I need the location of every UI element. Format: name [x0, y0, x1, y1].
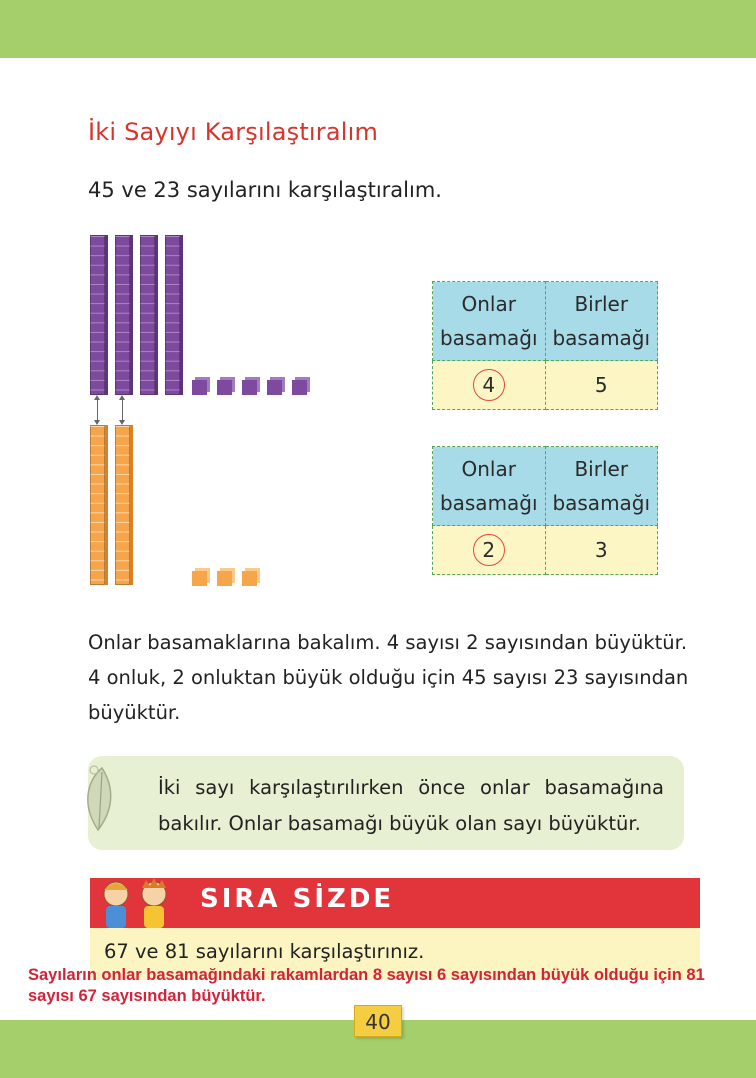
children-icon [92, 874, 184, 930]
value-ones: 5 [545, 361, 658, 410]
place-value-table-23 [432, 446, 658, 575]
value-tens [433, 361, 546, 410]
tens-rod [165, 235, 180, 395]
circled-digit: 4 [473, 369, 505, 401]
tens-rod [115, 235, 130, 395]
value-tens [433, 526, 546, 575]
explanation-paragraph: Onlar basamaklarına bakalım. 4 sayısı 2 sayısından büyüktür. 4 onluk, 2 onluktan büyük olduğu için 45 sayısı 23 sayısından büyüktür. [88, 631, 689, 724]
tens-rod [115, 425, 130, 585]
task-text: 67 ve 81 sayılarını karşılaştırınız. [104, 940, 425, 963]
info-text: İki sayı karşılaştırılırken önce onlar basamağına bakılır. Onlar basamağı büyük olan sayı büyüktür. [158, 776, 664, 835]
value-ones: 3 [545, 526, 658, 575]
answer-text: Sayıların onlar basamağındaki rakamlardan 8 sayısı 6 sayısından büyük olduğu için 81 sayısı 67 sayısından büyüktür. [28, 966, 705, 1005]
page-title: İki Sayıyı Karşılaştıralım [88, 118, 379, 146]
tens-rod [140, 235, 155, 395]
top-band [0, 0, 756, 58]
ones-cube [217, 571, 232, 586]
header-tens: Onlar basamağı [433, 282, 546, 361]
comparison-arrow-icon [122, 397, 123, 423]
header-ones: Birler basamağı [545, 282, 658, 361]
ones-cube [192, 571, 207, 586]
page-number: 40 [354, 1005, 402, 1037]
ones-cube [267, 380, 282, 395]
tens-rod [90, 425, 105, 585]
intro-text: 45 ve 23 sayılarını karşılaştıralım. [88, 178, 442, 202]
comparison-arrow-icon [97, 397, 98, 423]
tens-rod [90, 235, 105, 395]
circled-digit: 2 [473, 534, 505, 566]
ones-cube [242, 380, 257, 395]
base-ten-blocks [80, 225, 410, 595]
place-value-table-45 [432, 281, 658, 410]
ones-cube [242, 571, 257, 586]
ones-cube [217, 380, 232, 395]
ones-cube [292, 380, 307, 395]
ones-cube [192, 380, 207, 395]
header-ones: Birler basamağı [545, 447, 658, 526]
leaf-icon [72, 760, 132, 840]
header-tens: Onlar basamağı [433, 447, 546, 526]
sira-sizde-label: SIRA SİZDE [200, 884, 395, 914]
